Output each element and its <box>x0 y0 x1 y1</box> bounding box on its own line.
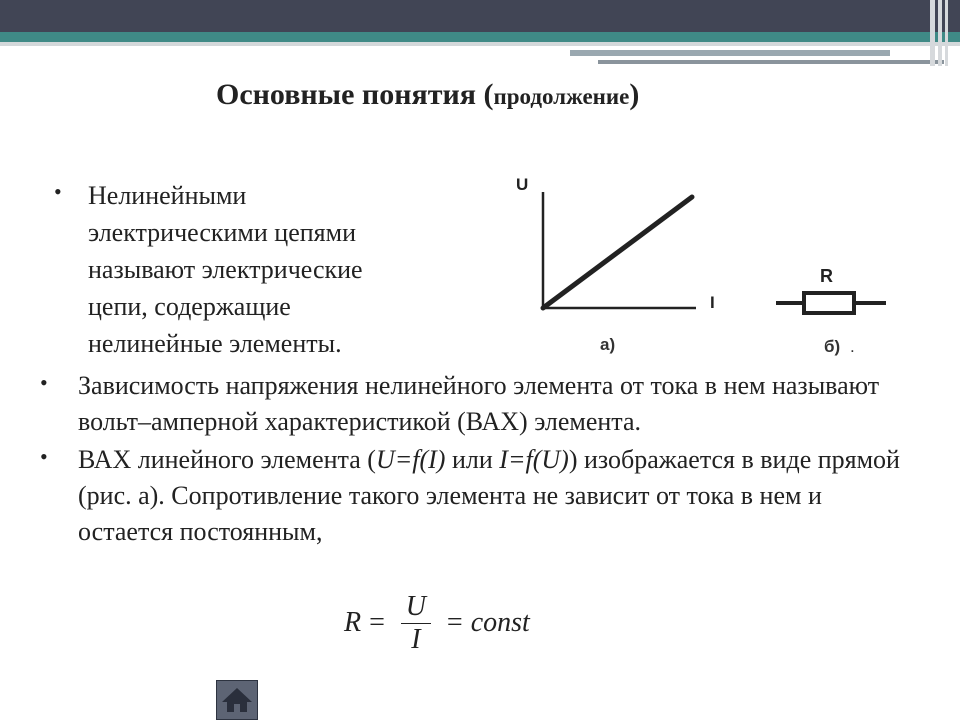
characteristic-line <box>543 197 692 308</box>
bullet-icon: • <box>54 179 62 204</box>
bullet-icon: • <box>40 444 48 469</box>
list-item <box>40 368 920 440</box>
formula-equals: = <box>446 607 463 638</box>
intro-text: Нелинейными электрическими цепями называют электрические цепи, содержащие нелинейные элементы. <box>88 181 363 358</box>
main-bullet-list <box>40 368 920 552</box>
formula-equals: = <box>369 607 385 638</box>
resistance-formula <box>344 588 530 658</box>
list-item <box>54 177 414 362</box>
intro-bullet-list <box>54 177 414 362</box>
slide-title: Основные понятия (продолжение) <box>216 78 640 111</box>
bullet-text: ВАХ линейного элемента (U=f(I) или I=f(U)) изображается в виде прямой (рис. а). Сопротивление такого элемента не зависит от тока в нем и остается постоянным, <box>78 445 900 546</box>
resistor-label: R <box>820 266 833 286</box>
header-edge-bar <box>945 0 948 66</box>
formula-fraction <box>401 592 431 655</box>
header-edge-bar <box>930 0 935 66</box>
home-icon <box>217 681 257 719</box>
header-stripe <box>0 32 960 42</box>
formula-lhs: R <box>344 607 362 638</box>
y-axis-label: U <box>516 175 529 194</box>
list-item <box>40 442 920 550</box>
bullet-text: Зависимость напряжения нелинейного элемента от тока в нем называют вольт–амперной характеристикой (ВАХ) элемента. <box>78 371 880 436</box>
figure-b-caption: б) <box>824 337 841 356</box>
figure-a-graph <box>506 170 746 360</box>
figure-b-resistor <box>770 262 892 362</box>
bullet-icon: • <box>40 370 48 395</box>
header-band <box>0 0 960 32</box>
formula-numerator: U <box>405 590 427 622</box>
formula-rhs: const <box>470 607 530 638</box>
header-edge-bar <box>938 0 942 66</box>
x-axis-label: I <box>710 293 715 312</box>
header-accent-stripe <box>570 50 890 56</box>
home-button[interactable] <box>216 680 258 720</box>
header-accent-stripe-2 <box>598 60 944 64</box>
figure-a-caption: а) <box>600 335 616 354</box>
figure-b-trailing: . <box>850 337 855 356</box>
formula-denominator: I <box>411 623 421 655</box>
header-thin-stripe <box>0 42 960 46</box>
resistor-body <box>804 293 854 313</box>
